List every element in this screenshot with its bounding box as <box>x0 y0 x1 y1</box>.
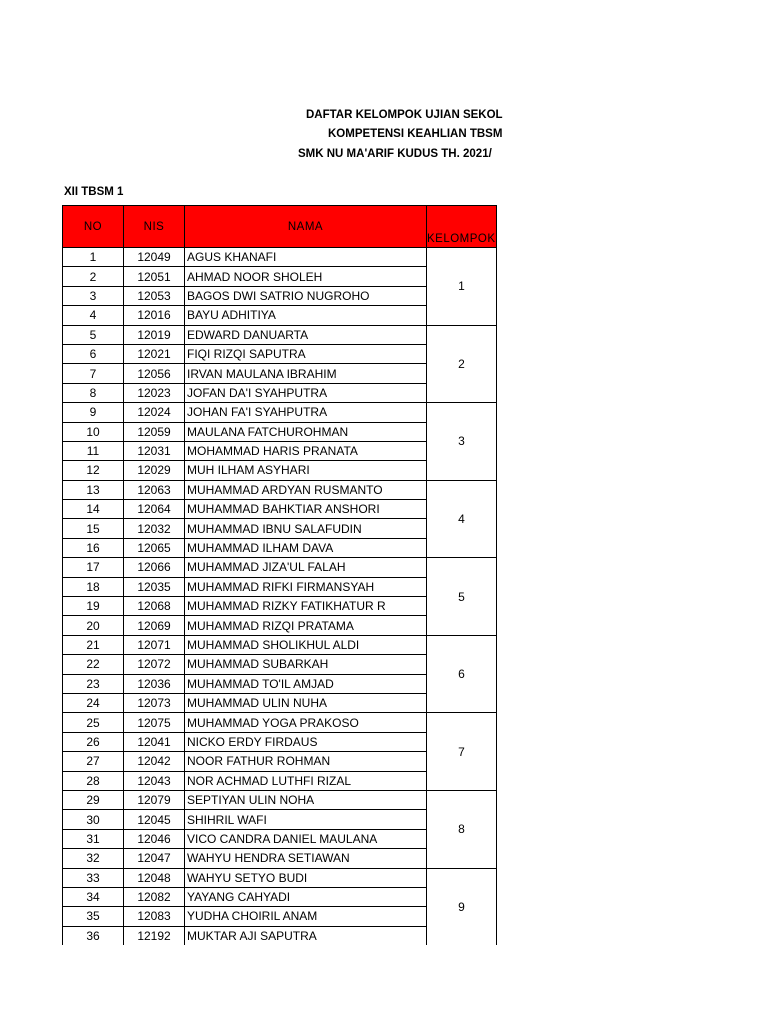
cell-nama: SEPTIYAN ULIN NOHA <box>185 790 427 809</box>
cell-nama: AGUS KHANAFI <box>185 248 427 267</box>
cell-nama: AHMAD NOOR SHOLEH <box>185 267 427 286</box>
table-row <box>63 713 497 732</box>
cell-nis: 12024 <box>124 403 185 422</box>
cell-kelompok: 9 <box>427 868 497 945</box>
cell-no: 7 <box>63 364 124 383</box>
cell-nis: 12192 <box>124 926 185 945</box>
column-header-no: NO <box>63 206 124 248</box>
title-line-2: KOMPETENSI KEAHLIAN TBSM <box>328 128 503 140</box>
cell-nis: 12019 <box>124 325 185 344</box>
student-group-table <box>62 205 497 945</box>
cell-nama: YAYANG CAHYADI <box>185 887 427 906</box>
table-viewport <box>62 205 499 945</box>
cell-no: 27 <box>63 752 124 771</box>
cell-nama: MUHAMMAD RIZKY FATIKHATUR R <box>185 597 427 616</box>
cell-nama: MUH ILHAM ASYHARI <box>185 461 427 480</box>
cell-kelompok: 5 <box>427 558 497 636</box>
class-label: XII TBSM 1 <box>64 186 124 198</box>
cell-nama: MUKTAR AJI SAPUTRA <box>185 926 427 945</box>
table-header-row <box>63 206 497 248</box>
cell-nama: MUHAMMAD TO'IL AMJAD <box>185 674 427 693</box>
cell-nama: NICKO ERDY FIRDAUS <box>185 732 427 751</box>
cell-no: 4 <box>63 306 124 325</box>
cell-no: 11 <box>63 441 124 460</box>
table-row <box>63 868 497 887</box>
cell-no: 2 <box>63 267 124 286</box>
cell-nama: WAHYU HENDRA SETIAWAN <box>185 849 427 868</box>
cell-nama: MUHAMMAD SHOLIKHUL ALDI <box>185 635 427 654</box>
cell-kelompok: 3 <box>427 403 497 481</box>
title-line-1: DAFTAR KELOMPOK UJIAN SEKOL <box>306 109 503 121</box>
cell-kelompok: 6 <box>427 635 497 713</box>
cell-no: 3 <box>63 286 124 305</box>
table-row <box>63 248 497 267</box>
cell-nis: 12041 <box>124 732 185 751</box>
cell-no: 9 <box>63 403 124 422</box>
cell-nama: BAGOS DWI SATRIO NUGROHO <box>185 286 427 305</box>
cell-nama: BAYU ADHITIYA <box>185 306 427 325</box>
cell-no: 20 <box>63 616 124 635</box>
table-body <box>63 248 497 946</box>
cell-nama: FIQI RIZQI SAPUTRA <box>185 344 427 363</box>
cell-nis: 12053 <box>124 286 185 305</box>
cell-nama: JOFAN DA'I SYAHPUTRA <box>185 383 427 402</box>
cell-no: 8 <box>63 383 124 402</box>
cell-no: 22 <box>63 655 124 674</box>
cell-kelompok: 1 <box>427 248 497 326</box>
cell-no: 23 <box>63 674 124 693</box>
cell-nama: NOOR FATHUR ROHMAN <box>185 752 427 771</box>
cell-no: 1 <box>63 248 124 267</box>
cell-nis: 12045 <box>124 810 185 829</box>
cell-nama: MUHAMMAD ARDYAN RUSMANTO <box>185 480 427 499</box>
cell-nis: 12031 <box>124 441 185 460</box>
cell-nama: YUDHA CHOIRIL ANAM <box>185 907 427 926</box>
cell-no: 34 <box>63 887 124 906</box>
cell-no: 19 <box>63 597 124 616</box>
cell-nis: 12066 <box>124 558 185 577</box>
cell-no: 35 <box>63 907 124 926</box>
cell-no: 13 <box>63 480 124 499</box>
cell-nis: 12049 <box>124 248 185 267</box>
cell-nis: 12023 <box>124 383 185 402</box>
cell-nis: 12071 <box>124 635 185 654</box>
cell-nis: 12048 <box>124 868 185 887</box>
cell-kelompok: 7 <box>427 713 497 791</box>
cell-no: 6 <box>63 344 124 363</box>
cell-nama: MUHAMMAD JIZA'UL FALAH <box>185 558 427 577</box>
cell-nama: SHIHRIL WAFI <box>185 810 427 829</box>
cell-no: 5 <box>63 325 124 344</box>
cell-nama: MUHAMMAD YOGA PRAKOSO <box>185 713 427 732</box>
cell-nama: WAHYU SETYO BUDI <box>185 868 427 887</box>
title-line-3: SMK NU MA'ARIF KUDUS TH. 2021/ <box>298 148 492 160</box>
table-row <box>63 403 497 422</box>
cell-nis: 12065 <box>124 538 185 557</box>
cell-no: 28 <box>63 771 124 790</box>
cell-nis: 12075 <box>124 713 185 732</box>
cell-nis: 12073 <box>124 693 185 712</box>
cell-no: 15 <box>63 519 124 538</box>
cell-nama: MUHAMMAD ULIN NUHA <box>185 693 427 712</box>
cell-nis: 12063 <box>124 480 185 499</box>
column-header-nis: NIS <box>124 206 185 248</box>
cell-no: 31 <box>63 829 124 848</box>
cell-nis: 12083 <box>124 907 185 926</box>
cell-nis: 12069 <box>124 616 185 635</box>
cell-no: 21 <box>63 635 124 654</box>
cell-nama: JOHAN FA'I SYAHPUTRA <box>185 403 427 422</box>
cell-nis: 12068 <box>124 597 185 616</box>
table-row <box>63 558 497 577</box>
cell-nis: 12064 <box>124 500 185 519</box>
cell-nis: 12032 <box>124 519 185 538</box>
cell-no: 25 <box>63 713 124 732</box>
cell-nama: VICO CANDRA DANIEL MAULANA <box>185 829 427 848</box>
cell-no: 26 <box>63 732 124 751</box>
cell-no: 17 <box>63 558 124 577</box>
cell-nama: MUHAMMAD IBNU SALAFUDIN <box>185 519 427 538</box>
cell-kelompok: 4 <box>427 480 497 558</box>
column-header-kelompok: KELOMPOK <box>427 206 497 248</box>
cell-nis: 12046 <box>124 829 185 848</box>
column-header-nama: NAMA <box>185 206 427 248</box>
cell-nama: MUHAMMAD RIFKI FIRMANSYAH <box>185 577 427 596</box>
cell-no: 14 <box>63 500 124 519</box>
cell-no: 29 <box>63 790 124 809</box>
cell-nis: 12016 <box>124 306 185 325</box>
cell-nama: MUHAMMAD BAHKTIAR ANSHORI <box>185 500 427 519</box>
cell-kelompok: 8 <box>427 790 497 868</box>
cell-nis: 12042 <box>124 752 185 771</box>
cell-nis: 12079 <box>124 790 185 809</box>
cell-nis: 12021 <box>124 344 185 363</box>
cell-kelompok: 2 <box>427 325 497 403</box>
cell-nama: IRVAN MAULANA IBRAHIM <box>185 364 427 383</box>
cell-nis: 12036 <box>124 674 185 693</box>
cell-no: 32 <box>63 849 124 868</box>
table-row <box>63 325 497 344</box>
cell-nis: 12051 <box>124 267 185 286</box>
cell-no: 24 <box>63 693 124 712</box>
cell-nama: MUHAMMAD SUBARKAH <box>185 655 427 674</box>
cell-no: 18 <box>63 577 124 596</box>
cell-nis: 12047 <box>124 849 185 868</box>
table-row <box>63 790 497 809</box>
cell-nis: 12056 <box>124 364 185 383</box>
cell-no: 36 <box>63 926 124 945</box>
cell-no: 16 <box>63 538 124 557</box>
cell-nama: NOR ACHMAD LUTHFI RIZAL <box>185 771 427 790</box>
cell-nama: MAULANA FATCHUROHMAN <box>185 422 427 441</box>
cell-nis: 12072 <box>124 655 185 674</box>
cell-nama: MUHAMMAD RIZQI PRATAMA <box>185 616 427 635</box>
cell-no: 10 <box>63 422 124 441</box>
table-row <box>63 480 497 499</box>
cell-no: 33 <box>63 868 124 887</box>
cell-nis: 12059 <box>124 422 185 441</box>
cell-nis: 12082 <box>124 887 185 906</box>
cell-no: 12 <box>63 461 124 480</box>
cell-nis: 12043 <box>124 771 185 790</box>
cell-nama: MUHAMMAD ILHAM DAVA <box>185 538 427 557</box>
cell-no: 30 <box>63 810 124 829</box>
cell-nis: 12035 <box>124 577 185 596</box>
cell-nama: MOHAMMAD HARIS PRANATA <box>185 441 427 460</box>
table-row <box>63 635 497 654</box>
cell-nis: 12029 <box>124 461 185 480</box>
cell-nama: EDWARD DANUARTA <box>185 325 427 344</box>
